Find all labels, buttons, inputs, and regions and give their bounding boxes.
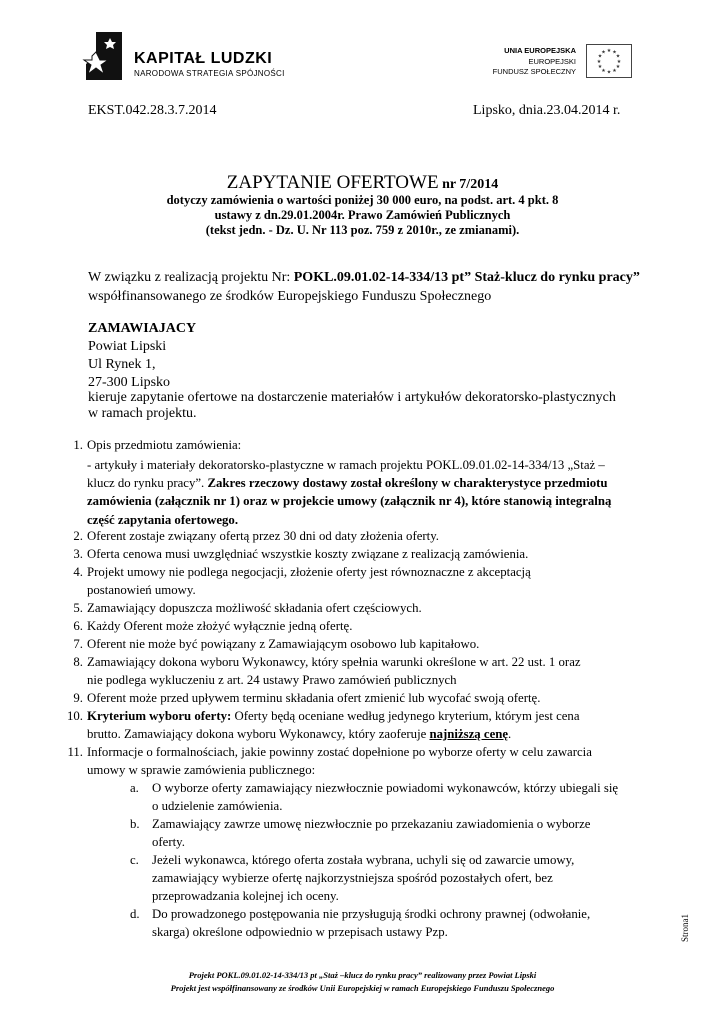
item-number: 10. <box>67 709 83 723</box>
list-item-9 <box>73 689 665 707</box>
list-item-2 <box>73 527 665 545</box>
subtitle-line3: (tekst jedn. - Dz. U. Nr 113 poz. 759 z 2010r., ze zmianami). <box>205 223 520 237</box>
sub-item-letter: d. <box>130 907 140 921</box>
intro-line1 <box>88 270 640 286</box>
list-item-1 <box>73 436 665 454</box>
list-item-7 <box>73 635 665 653</box>
inquiry-sentence-end: w ramach projektu. <box>88 406 197 421</box>
item-text: Opis przedmiotu zamówienia: <box>87 438 242 452</box>
item-text-cont: brutto. Zamawiający dokona wyboru Wykonawcy, który zaoferuje <box>87 727 430 742</box>
footer-line2: Projekt jest współfinansowany ze środków Unii Europejskiej w ramach Europejskiego Funduszu Społecznego <box>170 983 555 993</box>
project-number: POKL.09.01.02-14-334/13 pt” Staż-klucz do rynku pracy” <box>293 270 640 285</box>
sub-item-text-cont: o udzielenie zamówienia. <box>152 799 283 814</box>
eu-flag-icon <box>586 44 632 78</box>
svg-text:★: ★ <box>612 68 617 74</box>
svg-text:★: ★ <box>597 64 603 70</box>
ordering-party-heading: ZAMAWIAJACY <box>88 321 197 336</box>
intro-line2: współfinansowanego ze środków Europejskiego Funduszu Społecznego <box>88 289 492 304</box>
title-main: ZAPYTANIE OFERTOWE <box>226 172 439 193</box>
logo-title: KAPITAŁ LUDZKI <box>134 50 273 67</box>
item-text: Zamawiający dopuszcza możliwość składania ofert częściowych. <box>87 601 422 615</box>
item-number: 6. <box>73 619 83 633</box>
lowest-price-emphasis: najniższą cenę <box>429 727 509 742</box>
eu-logo <box>492 42 638 86</box>
item-text: Oferent zostaje związany ofertą przez 30 dni od daty złożenia oferty. <box>87 529 439 543</box>
desc-line2b: Zakres rzeczowy dostawy został określony w charakterystyce przedmiotu <box>207 476 608 491</box>
svg-text:★: ★ <box>615 64 621 70</box>
document-title <box>0 172 725 194</box>
page-number-side: Strona1 <box>680 914 690 942</box>
item-number: 4. <box>73 565 83 579</box>
ordering-party-city: 27-300 Lipsko <box>88 375 171 390</box>
list-item-11 <box>67 743 665 779</box>
sub-item-text: Jeżeli wykonawca, którego oferta została wybrana, uchyli się od zawarcie umowy, <box>152 853 575 867</box>
desc-line1: - artykuły i materiały dekoratorsko-plastyczne w ramach projektu POKL.09.01.02-14-334/13 „Staż – <box>87 458 605 472</box>
svg-text:★: ★ <box>606 69 612 76</box>
sub-item-c <box>130 851 665 906</box>
item-text-cont: nie podlega wykluczeniu z art. 24 ustawy Prawo zamówień publicznych <box>87 673 457 688</box>
sub-item-letter: b. <box>130 817 140 831</box>
sub-item-text: Do prowadzonego postępowania nie przysługują środki ochrony prawnej (odwołanie, <box>152 907 591 921</box>
svg-text:★: ★ <box>596 59 602 65</box>
sub-item-b <box>130 815 665 851</box>
list-item-10: 10. Kryterium wyboru oferty: Oferty będą oceniane według jedynego kryterium, którym jest cena brutto. Zamawiający dokona wyboru Wykonawcy, który zaoferuje najniższą cenę. <box>67 709 580 742</box>
title-number: nr 7/2014 <box>438 177 499 192</box>
svg-text:★: ★ <box>601 68 606 74</box>
item-1-description <box>87 456 665 529</box>
eu-logo-line1: UNIA EUROPEJSKA <box>504 46 576 55</box>
sub-item-letter: a. <box>130 781 139 795</box>
item-number: 9. <box>73 691 83 705</box>
item-number: 8. <box>73 655 83 669</box>
eu-logo-line2: EUROPEJSKI <box>528 57 576 66</box>
svg-text:★: ★ <box>615 53 621 60</box>
svg-text:★: ★ <box>601 49 606 56</box>
subtitle-line2: ustawy z dn.29.01.2004r. Prawo Zamówień Publicznych <box>214 208 511 222</box>
list-item-4 <box>73 563 665 599</box>
desc-line2a: klucz do rynku pracy”. <box>87 476 208 491</box>
item-number: 11. <box>67 745 83 759</box>
svg-text:★: ★ <box>606 48 612 54</box>
svg-text:★: ★ <box>616 59 622 65</box>
list-item-6 <box>73 617 665 635</box>
sub-item-text: Zamawiający zawrze umowę niezwłocznie po przekazaniu zawiadomienia o wyborze <box>152 817 591 831</box>
criterion-label: Kryterium wyboru oferty: <box>87 709 232 723</box>
item-number: 3. <box>73 547 83 561</box>
item-number: 7. <box>73 637 83 651</box>
item-number: 2. <box>73 529 83 543</box>
intro-text: W związku z realizacją projektu Nr: <box>88 270 294 285</box>
ordering-party-name: Powiat Lipski <box>88 339 167 354</box>
item-text: Oferent nie może być powiązany z Zamawiającym osobowo lub kapitałowo. <box>87 637 480 651</box>
kapital-ludzki-emblem-icon <box>82 30 126 82</box>
logo-subtitle: NARODOWA STRATEGIA SPÓJNOŚCI <box>134 69 285 78</box>
sub-item-text-cont: oferty. <box>152 835 185 850</box>
item-text: Informacje o formalnościach, jakie powinny zostać dopełnione po wyborze oferty w celu zawarcia <box>87 745 592 759</box>
ordering-party-street: Ul Rynek 1, <box>88 357 156 372</box>
sub-item-text: O wyborze oferty zamawiający niezwłocznie powiadomi wykonawców, którzy ubiegali się <box>152 781 619 795</box>
reference-number: EKST.042.28.3.7.2014 <box>88 103 217 118</box>
item-text-cont: postanowień umowy. <box>87 583 196 598</box>
list-item-5 <box>73 599 665 617</box>
item-text: Oferty będą oceniane według jedynego kryterium, którym jest cena <box>231 709 580 723</box>
item-text-cont: umowy w sprawie zamówienia publicznego: <box>87 763 316 778</box>
desc-line4: część zapytania ofertowego. <box>87 512 239 527</box>
sub-item-text-cont: zamawiający wybierze ofertę najkorzystniejsza spośród pozostałych ofert, bez <box>152 871 553 886</box>
item-text: Oferta cenowa musi uwzględniać wszystkie koszty związane z realizacją zamówienia. <box>87 547 529 561</box>
subtitle-line1: dotyczy zamówienia o wartości poniżej 30 000 euro, na podst. art. 4 pkt. 8 <box>166 193 559 207</box>
eu-logo-line3: FUNDUSZ SPOŁECZNY <box>492 67 576 76</box>
item-text: Każdy Oferent może złożyć wyłącznie jedną ofertę. <box>87 619 353 633</box>
list-item-8 <box>73 653 665 689</box>
item-text: Projekt umowy nie podlega negocjacji, złożenie oferty jest równoznaczne z akceptacją <box>87 565 531 579</box>
footer-line1: Projekt POKL.09.01.02-14-334/13 pt „Staż –klucz do rynku pracy” realizowany przez Powiat Lipski <box>188 970 537 980</box>
kapital-ludzki-logo <box>82 30 292 85</box>
item-text: Zamawiający dokona wyboru Wykonawcy, który spełnia warunki określone w art. 22 ust. 1 oraz <box>87 655 581 669</box>
desc-line3: zamówienia (załącznik nr 1) oraz w projekcie umowy (załącznik nr 4), które stanowią integralną <box>87 494 612 509</box>
sub-item-text-cont2: przeprowadzania kolejnej ich oceny. <box>152 889 339 904</box>
sub-item-a <box>130 779 665 815</box>
sub-item-d <box>130 905 665 941</box>
item-text: Oferent może przed upływem terminu składania ofert zmienić lub wycofać swoją ofertę. <box>87 691 541 705</box>
item-number: 5. <box>73 601 83 615</box>
sub-item-text-cont: skarga) określone odpowiednio w przepisach ustawy Pzp. <box>152 925 448 940</box>
sub-item-letter: c. <box>130 853 139 867</box>
item-number: 1. <box>73 438 83 452</box>
place-date: Lipsko, dnia.23.04.2014 r. <box>473 103 621 118</box>
svg-text:★: ★ <box>612 49 617 56</box>
list-item-3 <box>73 545 665 563</box>
inquiry-sentence: kieruje zapytanie ofertowe na dostarczenie materiałów i artykułów dekoratorsko-plastycznych <box>88 390 616 405</box>
svg-text:★: ★ <box>597 53 603 60</box>
